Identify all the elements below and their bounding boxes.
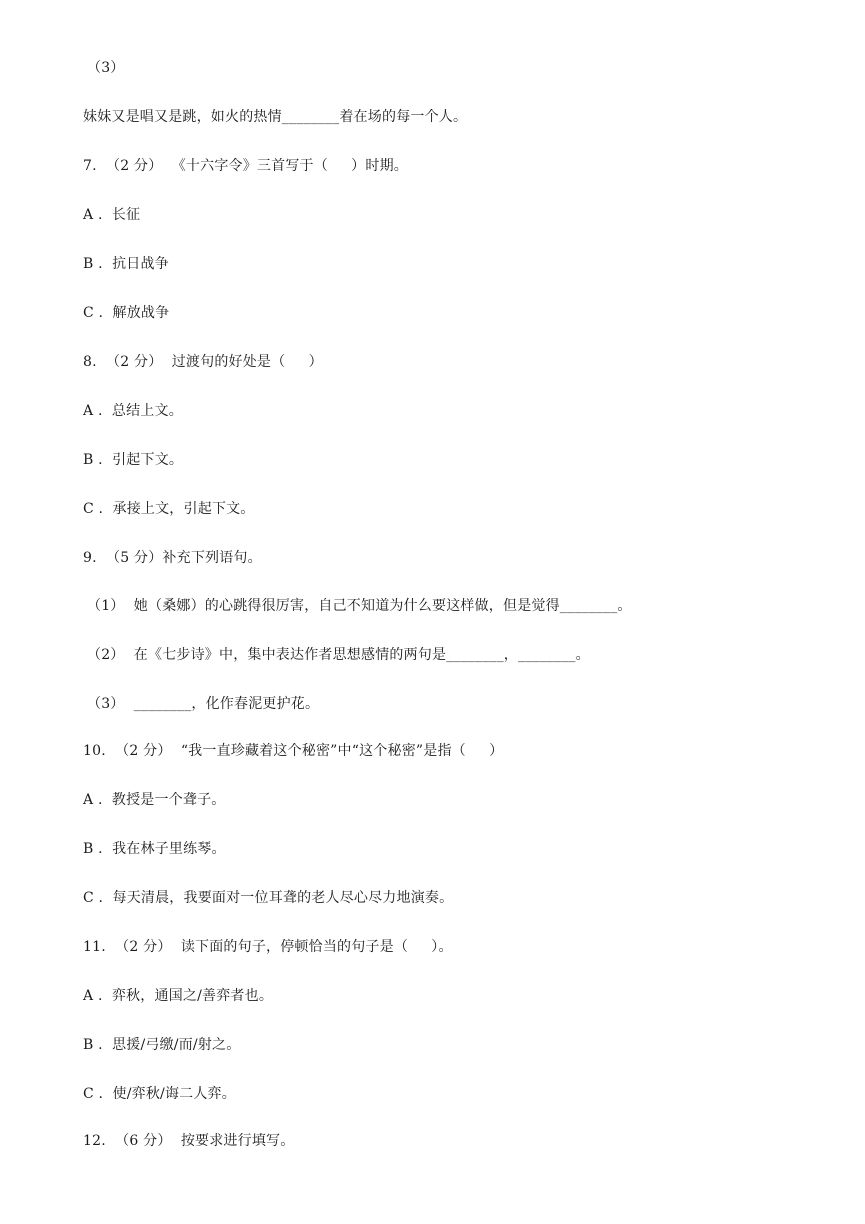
q11-option-b: B . 思援/弓缴/而/射之。 — [83, 1037, 241, 1053]
q11-option-a: A . 弈秋，通国之/善弈者也。 — [83, 988, 274, 1004]
q8-option-a: A . 总结上文。 — [83, 403, 183, 419]
q10-option-c: C . 每天清晨，我要面对一位耳聋的老人尽心尽力地演奏。 — [83, 890, 454, 906]
question-12-stem: 12. （6 分） 按要求进行填写。 — [83, 1133, 295, 1149]
q10-option-a: A . 教授是一个聋子。 — [83, 792, 226, 808]
question-8-stem: 8. （2 分） 过渡句的好处是（ ） — [83, 354, 323, 370]
fill-blank-sentence: 妹妹又是唱又是跳，如火的热情________着在场的每一个人。 — [83, 109, 468, 125]
q9-sub-2: （2） 在《七步诗》中，集中表达作者思想感情的两句是________，________。 — [87, 647, 590, 663]
q11-option-c: C . 使/弈秋/诲二人弈。 — [83, 1086, 236, 1102]
q8-option-b: B . 引起下文。 — [83, 452, 184, 468]
q7-option-b: B . 抗日战争 — [83, 256, 169, 272]
q9-sub-1: （1） 她（桑娜）的心跳得很厉害，自己不知道为什么要这样做，但是觉得________。 — [87, 598, 632, 614]
q9-sub-3: （3） ________，化作春泥更护花。 — [87, 696, 320, 712]
sub-question-3-label: （3） — [87, 60, 125, 76]
q8-option-c: C . 承接上文，引起下文。 — [83, 501, 255, 517]
q10-option-b: B . 我在林子里练琴。 — [83, 841, 226, 857]
question-7-stem: 7. （2 分） 《十六字令》三首写于（ ）时期。 — [83, 158, 408, 174]
question-11-stem: 11. （2 分） 读下面的句子，停顿恰当的句子是（ ）。 — [83, 939, 453, 955]
q7-option-c: C . 解放战争 — [83, 305, 170, 321]
question-9-stem: 9. （5 分）补充下列语句。 — [83, 550, 262, 566]
q7-option-a: A . 长征 — [83, 207, 141, 223]
question-10-stem: 10. （2 分） “我一直珍藏着这个秘密”中“这个秘密”是指（ ） — [83, 743, 504, 759]
